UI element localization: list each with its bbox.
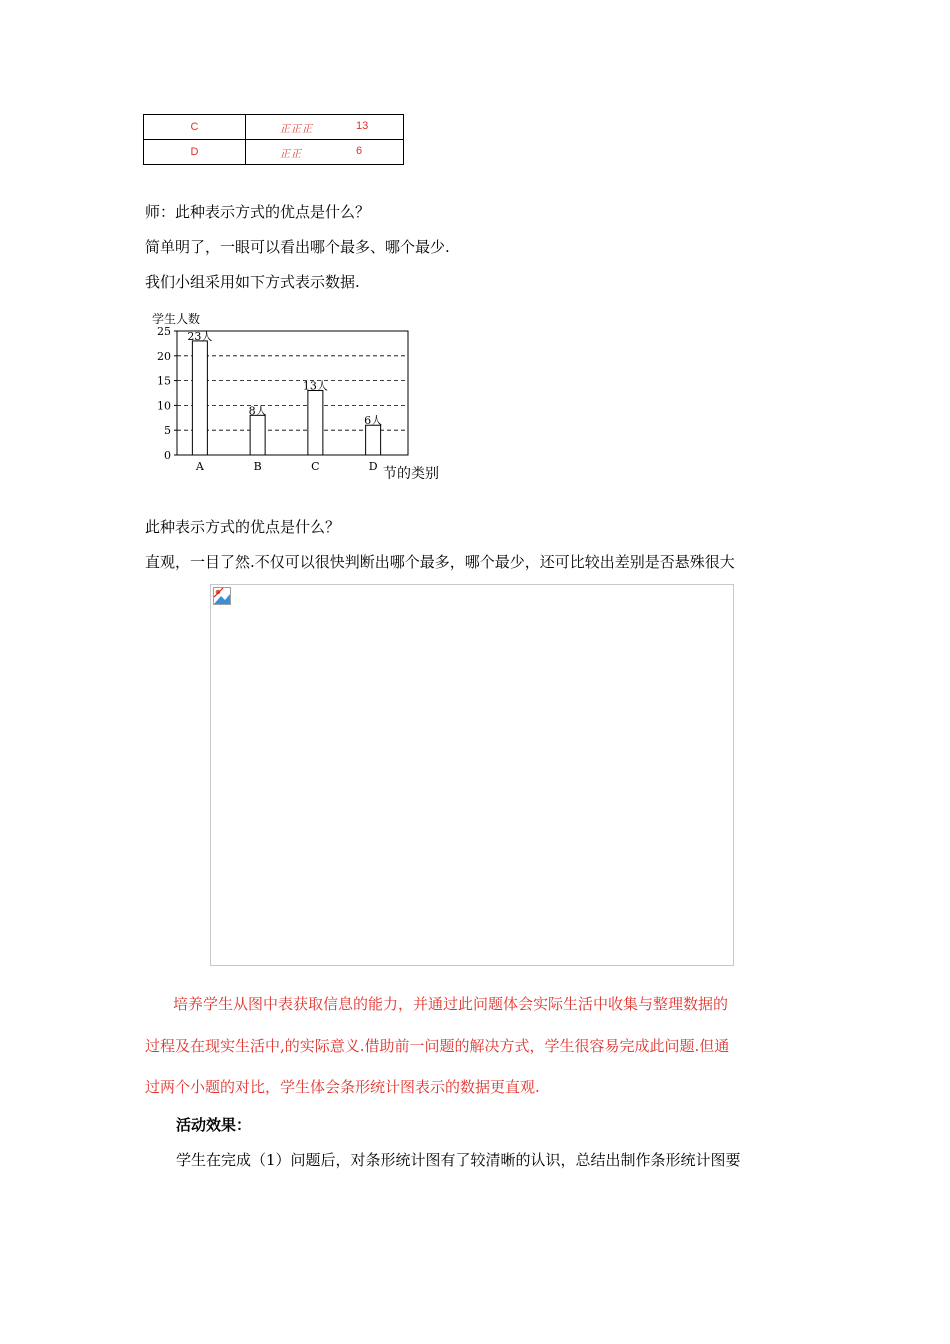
y-tick-label: 10	[157, 399, 171, 413]
category-cell: C	[144, 115, 246, 140]
broken-image-icon	[213, 587, 231, 605]
bar-value-label: 23人	[187, 329, 213, 343]
y-tick-label: 5	[164, 424, 171, 438]
category-cell: D	[144, 140, 246, 165]
y-tick-label: 15	[157, 374, 171, 388]
tally-count: 6	[356, 145, 363, 157]
question-text: 师：此种表示方式的优点是什么？	[145, 203, 371, 221]
x-tick-label: C	[311, 460, 320, 473]
x-tick-label: D	[368, 460, 378, 473]
tally-table	[143, 114, 404, 165]
bar-value-label: 8人	[248, 404, 267, 418]
bar-value-label: 13人	[302, 379, 328, 393]
tally-marks: 正正	[280, 149, 302, 160]
table-row	[144, 115, 404, 140]
red-note-line-1: 培养学生从图中表获取信息的能力，并通过此问题体会实际生活中收集与整理数据的	[173, 995, 729, 1013]
bar-chart	[140, 308, 470, 488]
group-text: 我们小组采用如下方式表示数据.	[145, 273, 360, 291]
answer-text-2: 直观，一目了然.不仅可以很快判断出哪个最多，哪个最少，还可比较出差别是否悬殊很大	[145, 553, 735, 571]
x-tick-label: A	[195, 460, 204, 473]
bar	[366, 425, 381, 455]
tally-cell	[246, 140, 404, 165]
y-tick-label: 20	[157, 349, 171, 363]
effect-heading: 活动效果：	[176, 1116, 252, 1134]
bar	[192, 341, 207, 455]
bar-value-label: 6人	[364, 414, 383, 428]
y-tick-label: 0	[164, 449, 171, 462]
red-note-line-2: 过程及在现实生活中,的实际意义.借助前一问题的解决方式，学生很容易完成此问题.但通	[145, 1037, 730, 1055]
answer-text: 简单明了，一眼可以看出哪个最多、哪个最少.	[145, 238, 450, 256]
tally-count: 13	[356, 120, 369, 132]
chart-title: 学生人数	[152, 312, 201, 326]
x-tick-label: B	[253, 460, 262, 473]
tally-marks: 正正正	[280, 124, 313, 135]
red-note-line-3: 过两个小题的对比，学生体会条形统计图表示的数据更直观.	[145, 1078, 540, 1096]
tally-cell	[246, 115, 404, 140]
bar	[308, 391, 323, 455]
bar	[250, 415, 265, 455]
question-text-2: 此种表示方式的优点是什么？	[145, 518, 341, 536]
effect-text: 学生在完成（1）问题后，对条形统计图有了较清晰的认识，总结出制作条形统计图要	[176, 1151, 741, 1169]
y-tick-label: 25	[157, 325, 171, 338]
x-axis-label: 节的类别	[383, 466, 439, 482]
image-placeholder	[210, 584, 734, 966]
table-row	[144, 140, 404, 165]
